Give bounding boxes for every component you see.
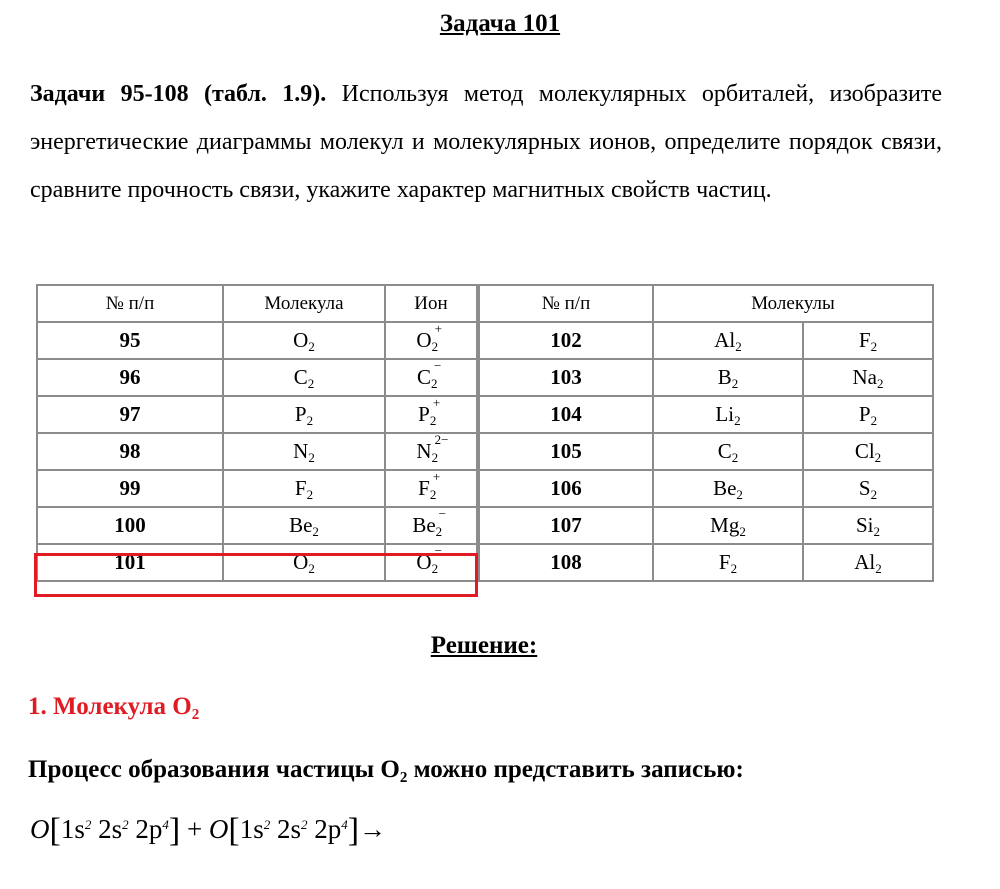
molecule-symbol: P: [294, 402, 307, 426]
row-number: 106: [479, 470, 653, 507]
molecule-b-symbol: Si: [855, 513, 874, 537]
molecule-subscript: 2: [312, 524, 319, 539]
ion-indices: 2− 2: [431, 432, 449, 465]
molecule-b-subscript: 2: [875, 561, 882, 576]
molecule-a-cell: [653, 507, 803, 544]
molecule-a-symbol: Be: [713, 476, 737, 500]
molecule-a-subscript: 2: [739, 524, 746, 539]
molecule-b-cell: [803, 396, 933, 433]
header-number: № п/п: [37, 285, 223, 322]
table-row: [37, 359, 477, 396]
molecule-a-cell: [653, 396, 803, 433]
ion-cell: [385, 433, 477, 470]
molecule-a-symbol: Li: [715, 402, 735, 426]
ion-symbol: F: [418, 476, 430, 500]
table-row: [479, 507, 933, 544]
table-row: [37, 470, 477, 507]
molecule-a-cell: [653, 470, 803, 507]
ion-indices: + 2: [431, 321, 442, 354]
table-row: [479, 433, 933, 470]
molecule-b-symbol: F: [858, 328, 871, 352]
molecule-symbol: Be: [289, 513, 313, 537]
ion-cell: [385, 507, 477, 544]
table-row: [479, 322, 933, 359]
molecule-cell: [223, 470, 385, 507]
molecule-b-subscript: 2: [877, 376, 884, 391]
molecule-b-subscript: 2: [873, 524, 880, 539]
molecule-a-symbol: C: [717, 439, 732, 463]
molecules-table: [478, 284, 934, 582]
ion-indices: − 2: [435, 506, 446, 539]
table-row: [37, 396, 477, 433]
ion-indices: − 2: [431, 543, 442, 576]
molecule-b-symbol: P: [858, 402, 871, 426]
table-row: [479, 470, 933, 507]
molecule-b-cell: [803, 507, 933, 544]
row-number: 108: [479, 544, 653, 581]
molecule-cell: [223, 507, 385, 544]
ion-symbol: C: [416, 365, 431, 389]
molecule-b-cell: [803, 359, 933, 396]
molecule-a-subscript: 2: [736, 487, 743, 502]
ion-indices: − 2: [431, 358, 442, 391]
row-number: 105: [479, 433, 653, 470]
molecule-a-subscript: 2: [730, 561, 738, 576]
solution-heading: Решение:: [430, 632, 538, 659]
molecule-a-cell: [653, 544, 803, 581]
table-header-row: [37, 285, 477, 322]
molecule-subscript: 2: [308, 450, 315, 465]
molecule-cell: [223, 433, 385, 470]
ion-cell: [385, 359, 477, 396]
molecule-a-symbol: Mg: [710, 513, 740, 537]
molecule-symbol: F: [294, 476, 307, 500]
molecule-subscript: 2: [308, 561, 315, 576]
molecule-b-symbol: Cl: [854, 439, 875, 463]
molecule-cell: [223, 322, 385, 359]
ion-symbol: O: [416, 550, 432, 574]
molecule-b-cell: [803, 322, 933, 359]
molecule-a-subscript: 2: [735, 339, 742, 354]
page-title: Задача 101: [439, 10, 561, 37]
table-row: [37, 322, 477, 359]
row-number: 104: [479, 396, 653, 433]
row-number: 101: [37, 544, 223, 581]
atom-symbol: O: [30, 814, 50, 844]
molecule-symbol: O: [293, 328, 309, 352]
ions-table: [36, 284, 478, 582]
molecule-a-symbol: B: [717, 365, 732, 389]
molecule-subscript: 2: [308, 339, 315, 354]
process-statement: Процесс образования частицы O₂ можно представить записью:: [28, 756, 744, 783]
molecule-subscript: 2: [306, 413, 314, 428]
molecule-symbol: C: [293, 365, 308, 389]
molecule-a-symbol: Al: [714, 328, 736, 352]
ion-indices: + 2: [429, 469, 441, 502]
row-number: 100: [37, 507, 223, 544]
molecule-cell: [223, 396, 385, 433]
molecule-b-symbol: S: [858, 476, 871, 500]
task-range: Задачи 95-108 (табл. 1.9).: [30, 81, 327, 107]
table-row: [37, 433, 477, 470]
formation-equation: $O[1s^2$ $2s^2$ $2p^4] + O[1s^2$ $2s^2$ $2p^4]\to$: [30, 812, 387, 849]
header-number: № п/п: [479, 285, 653, 322]
molecule-symbol: O: [293, 550, 309, 574]
molecule-b-subscript: 2: [870, 413, 878, 428]
molecule-subscript: 2: [306, 487, 314, 502]
row-number: 103: [479, 359, 653, 396]
molecule-b-symbol: Na: [852, 365, 877, 389]
header-ion: Ион: [385, 285, 477, 322]
ion-symbol: N: [416, 439, 432, 463]
molecule-subscript: 2: [307, 376, 315, 391]
molecule-a-cell: [653, 322, 803, 359]
ion-indices: + 2: [429, 395, 441, 428]
molecule-b-symbol: Al: [854, 550, 876, 574]
molecule-b-cell: [803, 470, 933, 507]
molecule-b-subscript: 2: [870, 339, 878, 354]
ion-cell: [385, 396, 477, 433]
arrow-icon: →: [359, 814, 387, 844]
ion-symbol: P: [418, 402, 430, 426]
row-number: 98: [37, 433, 223, 470]
ion-cell: [385, 322, 477, 359]
header-molecule: Молекула: [223, 285, 385, 322]
molecule-a-subscript: 2: [731, 376, 739, 391]
row-number: 107: [479, 507, 653, 544]
table-row: [37, 507, 477, 544]
molecule-a-subscript: 2: [731, 450, 739, 465]
molecule-a-symbol: F: [718, 550, 731, 574]
ion-symbol: Be: [412, 513, 436, 537]
molecule-a-subscript: 2: [734, 413, 741, 428]
task-text: Используя метод молекулярных орбиталей, изобразите энергетические диаграммы молекул и молекулярных ионов, определите порядок связи, сравните прочность связи, укажите характер магнитных свойств частиц.: [30, 81, 942, 203]
table-header-row: [479, 285, 933, 322]
molecule-cell: [223, 359, 385, 396]
table-row: [479, 359, 933, 396]
molecule-b-cell: [803, 433, 933, 470]
molecule-symbol: N: [293, 439, 309, 463]
molecule-b-subscript: 2: [874, 450, 882, 465]
table-row: [479, 544, 933, 581]
header-molecules: Молекулы: [653, 285, 933, 322]
row-number: 102: [479, 322, 653, 359]
row-number: 96: [37, 359, 223, 396]
task-description: [30, 70, 942, 214]
section-heading: 1. Молекула O₂: [28, 693, 200, 720]
highlight-frame-101: [34, 543, 478, 597]
row-number: 95: [37, 322, 223, 359]
molecule-a-cell: [653, 433, 803, 470]
ion-cell: [385, 470, 477, 507]
ion-symbol: O: [416, 328, 432, 352]
molecule-b-cell: [803, 544, 933, 581]
molecule-a-cell: [653, 359, 803, 396]
row-number: 99: [37, 470, 223, 507]
table-row: [479, 396, 933, 433]
row-number: 97: [37, 396, 223, 433]
molecule-b-subscript: 2: [870, 487, 878, 502]
